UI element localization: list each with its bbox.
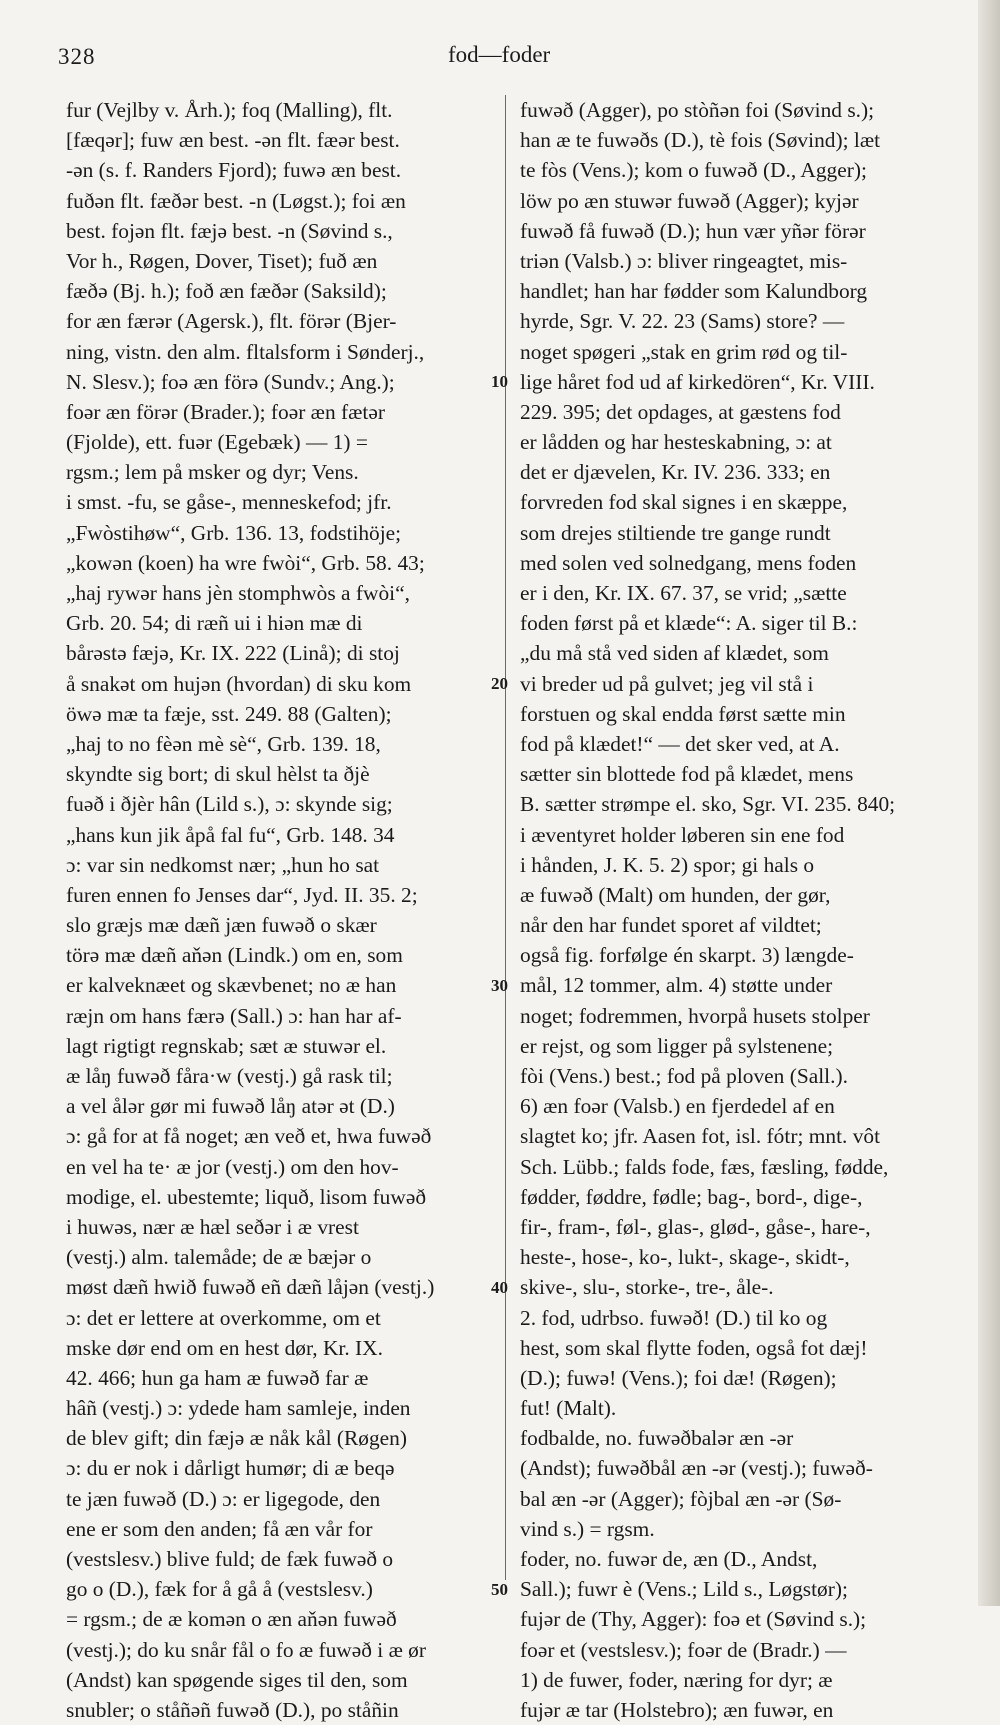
text-line: fujər æ tar (Holstebro); æn fuwər, en: [520, 1697, 834, 1722]
text-line: i æventyret holder løberen sin ene fod: [520, 822, 845, 847]
text-line: (vestslesv.) blive fuld; de fæk fuwəð o: [66, 1547, 394, 1571]
text-line: også fig. forfølge én skarpt. 3) længde-: [520, 943, 854, 968]
text-line: møst dæñ hwið fuwəð eñ dæñ låjən (vestj.): [66, 1275, 435, 1300]
text-line: med solen ved solnedgang, mens foden: [520, 550, 857, 575]
text-line: 229. 395; det opdages, at gæstens fod: [520, 399, 841, 424]
text-line: „du må stå ved siden af klædet, som: [520, 641, 829, 666]
text-line: hâñ (vestj.) ɔ: ydede ham samleje, inden: [66, 1396, 411, 1421]
text-line: (D.); fuwə! (Vens.); foi dæ! (Røgen);: [520, 1365, 837, 1390]
text-line: ɔ: du er nok i dårligt humør; di æ beqə: [66, 1456, 395, 1481]
text-line: fur (Vejlby v. Årh.); foq (Malling), flt.: [66, 98, 393, 122]
text-line: fujər de (Thy, Agger): foə et (Søvind s.);: [520, 1607, 867, 1632]
text-line: = rgsm.; de æ komən o æn aňən fuwəð: [66, 1607, 397, 1632]
line-number-marker: 10: [491, 371, 508, 391]
text-line: noget spøgeri „stak en grim rød og til-: [520, 339, 848, 364]
page-edge-shadow: [978, 0, 1000, 1606]
text-line: fødder, føddre, fødle; bag-, bord-, dige-,: [520, 1184, 863, 1209]
text-line: „hans kun jik åpå fal fu“, Grb. 148. 34: [66, 822, 395, 847]
text-line: „kowən (koen) ha wre fwòi“, Grb. 58. 43;: [66, 550, 425, 575]
text-line: 1) de fuwer, foder, næring for dyr; æ: [520, 1667, 833, 1692]
text-line: Vor h., Røgen, Dover, Tiset); fuð æn: [66, 248, 378, 273]
text-line: go o (D.), fæk for å gå å (vestslesv.): [66, 1577, 373, 1602]
text-line: noget; fodremmen, hvorpå husets stolper: [520, 1003, 870, 1028]
text-line: ene er som den anden; få æn vår for: [66, 1516, 373, 1541]
text-line: fut! (Malt).: [520, 1396, 617, 1421]
text-line: lagt rigtigt regnskab; sæt æ stuwər el.: [66, 1033, 387, 1058]
text-line: sætter sin blottede fod på klædet, mens: [520, 762, 854, 787]
text-line: skive-, slu-, storke-, tre-, åle-.: [520, 1275, 774, 1300]
text-line: törə mæ dæñ aňən (Lindk.) om en, som: [66, 943, 403, 968]
text-line: (vestj.) alm. talemåde; de æ bæjər o: [66, 1245, 372, 1270]
text-line: æ låŋ fuwəð fåra·w (vestj.) gå rask til;: [66, 1064, 393, 1088]
text-line: best. fojən flt. fæjə best. -n (Søvind s.,: [66, 218, 393, 243]
text-line: foər et (vestslesv.); foər de (Bradr.) —: [520, 1637, 847, 1662]
text-line: triən (Valsb.) ɔ: bliver ringeagtet, mis-: [520, 248, 848, 273]
text-line: rgsm.; lem på msker og dyr; Vens.: [66, 460, 359, 485]
text-line: fuwəð (Agger), po stòñən foi (Søvind s.);: [520, 98, 875, 122]
text-line: er lådden og har hesteskabning, ɔ: at: [520, 430, 832, 455]
text-line: [fæqər]; fuw æn best. -ən flt. fæər best.: [66, 128, 400, 153]
text-line: (Andst) kan spøgende siges til den, som: [66, 1667, 408, 1692]
text-line: B. sætter strømpe el. sko, Sgr. VI. 235. 840;: [520, 792, 896, 817]
text-line: te jæn fuwəð (D.) ɔ: er ligegode, den: [66, 1486, 381, 1511]
text-line: hyrde, Sgr. V. 22. 23 (Sams) store? —: [520, 309, 845, 334]
text-line: öwə mæ ta fæje, sst. 249. 88 (Galten);: [66, 701, 392, 726]
text-line: forvreden fod skal signes i en skæppe,: [520, 490, 848, 515]
text-line: en vel ha te· æ jor (vestj.) om den hov-: [66, 1154, 399, 1179]
text-line: ræjn om hans færə (Sall.) ɔ: han har af-: [66, 1003, 402, 1028]
text-line: 2. fod, udrbso. fuwəð! (D.) til ko og: [520, 1305, 828, 1330]
text-line: hest, som skal flytte foden, også fot dæj!: [520, 1335, 868, 1360]
line-number-marker: 40: [491, 1277, 508, 1297]
text-line: 42. 466; hun ga ham æ fuwəð far æ: [66, 1365, 369, 1390]
text-line: modige, el. ubestemte; liquð, lisom fuwəð: [66, 1184, 427, 1209]
text-line: i hånden, J. K. 5. 2) spor; gi hals o: [520, 852, 815, 877]
text-line: han æ te fuwəðs (D.), tè fois (Søvind); læt: [520, 128, 881, 153]
text-line: de blev gift; din fæjə æ nåk kål (Røgen): [66, 1426, 407, 1451]
text-line: forstuen og skal endda først sætte min: [520, 701, 846, 726]
text-line: „Fwòstihøw“, Grb. 136. 13, fodstihöje;: [66, 520, 402, 545]
text-line: i huwəs, nær æ hæl seðər i æ vrest: [66, 1214, 359, 1239]
text-line: fod på klædet!“ — det sker ved, at A.: [520, 731, 840, 756]
line-number-marker: 20: [491, 673, 508, 693]
text-line: a vel ålər gør mi fuwəð låŋ atər ət (D.): [66, 1094, 395, 1119]
text-line: „haj rywər hans jèn stomphwòs a fwòi“,: [66, 581, 410, 605]
text-line: ɔ: det er lettere at overkomme, om et: [66, 1305, 381, 1330]
text-line: te fòs (Vens.); kom o fuwəð (D., Agger);: [520, 158, 867, 183]
running-head: fod—foder: [448, 42, 551, 67]
text-line: foder, no. fuwər de, æn (D., Andst,: [520, 1547, 818, 1571]
text-line: bårəstə fæjə, Kr. IX. 222 (Linå); di stoj: [66, 641, 400, 666]
text-line: Grb. 20. 54; di ræñ ui i hiən mæ di: [66, 611, 363, 636]
text-line: for æn færər (Agersk.), flt. förər (Bjer-: [66, 309, 397, 334]
text-line: (Fjolde), ett. fuər (Egebæk) — 1) =: [66, 430, 368, 455]
text-line: Sall.); fuwr è (Vens.; Lild s., Løgstør);: [520, 1577, 848, 1602]
text-line: furen ennen fo Jenses dar“, Jyd. II. 35. 2;: [66, 882, 418, 907]
text-line: som drejes stiltiende tre gange rundt: [520, 520, 831, 545]
text-line: foden først på et klæde“: A. siger til B.:: [520, 611, 858, 636]
text-line: er i den, Kr. IX. 67. 37, se vrid; „sætte: [520, 581, 847, 605]
text-line: mske dør end om en hest dør, Kr. IX.: [66, 1335, 383, 1360]
text-line: ning, vistn. den alm. fltalsform i Sønderj.,: [66, 339, 425, 364]
text-line: löw po æn stuwər fuwəð (Agger); kyjər: [520, 188, 859, 213]
text-line: æ fuwəð (Malt) om hunden, der gør,: [520, 882, 831, 907]
text-line: i smst. -fu, se gåse-, menneskefod; jfr.: [66, 490, 392, 515]
line-number-marker: 30: [491, 975, 508, 995]
text-line: slagtet ko; jfr. Aasen fot, isl. fótr; mnt. vôt: [520, 1124, 881, 1149]
text-line: fæðə (Bj. h.); foð æn fæðər (Saksild);: [66, 279, 387, 304]
left-column: [66, 95, 494, 1725]
text-line: vind s.) = rgsm.: [520, 1516, 655, 1541]
text-line: når den har fundet sporet af vildtet;: [520, 913, 822, 938]
text-line: Sch. Lübb.; falds fode, fæs, fæsling, fødde,: [520, 1154, 889, 1179]
text-line: handlet; han har fødder som Kalundborg: [520, 279, 868, 304]
text-line: fir-, fram-, føl-, glas-, glød-, gåse-, hare-,: [520, 1214, 871, 1239]
right-column: [520, 95, 948, 1725]
page-number: 328: [58, 44, 96, 69]
text-line: mål, 12 tommer, alm. 4) støtte under: [520, 973, 833, 998]
text-line: bal æn -ər (Agger); fòjbal æn -ər (Sø-: [520, 1486, 842, 1511]
text-line: foər æn förər (Brader.); foər æn fætər: [66, 399, 385, 424]
text-line: skyndte sig bort; di skul hèlst ta ðjè: [66, 762, 370, 787]
text-line: å snakət om hujən (hvordan) di sku kom: [66, 671, 412, 696]
text-line: fuðən flt. fæðər best. -n (Løgst.); foi æn: [66, 188, 406, 213]
text-line: slo græjs mæ dæñ jæn fuwəð o skær: [66, 913, 377, 938]
text-line: „haj to no fèən mè sè“, Grb. 139. 18,: [66, 731, 381, 756]
line-number-marker: 50: [491, 1579, 508, 1599]
text-line: fodbalde, no. fuwəðbalər æn -ər: [520, 1426, 794, 1451]
text-line: er kalveknæet og skævbenet; no æ han: [66, 973, 397, 998]
text-line: N. Slesv.); foə æn förə (Sundv.; Ang.);: [66, 369, 395, 394]
column-divider: [505, 95, 506, 1580]
text-line: (vestj.); do ku snår fål o fo æ fuwəð i æ ør: [66, 1637, 427, 1662]
text-line: det er djævelen, Kr. IV. 236. 333; en: [520, 460, 831, 485]
text-line: ɔ: gå for at få noget; æn veð et, hwa fuwəð: [66, 1124, 432, 1149]
text-line: fuəð i ðjèr hân (Lild s.), ɔ: skynde sig;: [66, 792, 393, 817]
text-line: fuwəð få fuwəð (D.); hun vær yñər förər: [520, 218, 866, 243]
text-line: ɔ: var sin nedkomst nær; „hun ho sat: [66, 852, 380, 877]
text-line: heste-, hose-, ko-, lukt-, skage-, skidt-,: [520, 1245, 850, 1270]
text-line: -ən (s. f. Randers Fjord); fuwə æn best.: [66, 158, 402, 183]
text-line: fòi (Vens.) best.; fod på ploven (Sall.).: [520, 1064, 848, 1088]
text-line: snubler; o ståñəñ fuwəð (D.), po ståñin: [66, 1697, 399, 1722]
text-line: 6) æn foər (Valsb.) en fjerdedel af en: [520, 1094, 835, 1119]
text-line: lige håret fod ud af kirkedören“, Kr. VIII.: [520, 369, 875, 394]
text-line: er rejst, og som ligger på sylstenene;: [520, 1033, 834, 1058]
text-line: (Andst); fuwəðbål æn -ər (vestj.); fuwəð-: [520, 1456, 873, 1481]
text-line: vi breder ud på gulvet; jeg vil stå i: [520, 671, 814, 696]
